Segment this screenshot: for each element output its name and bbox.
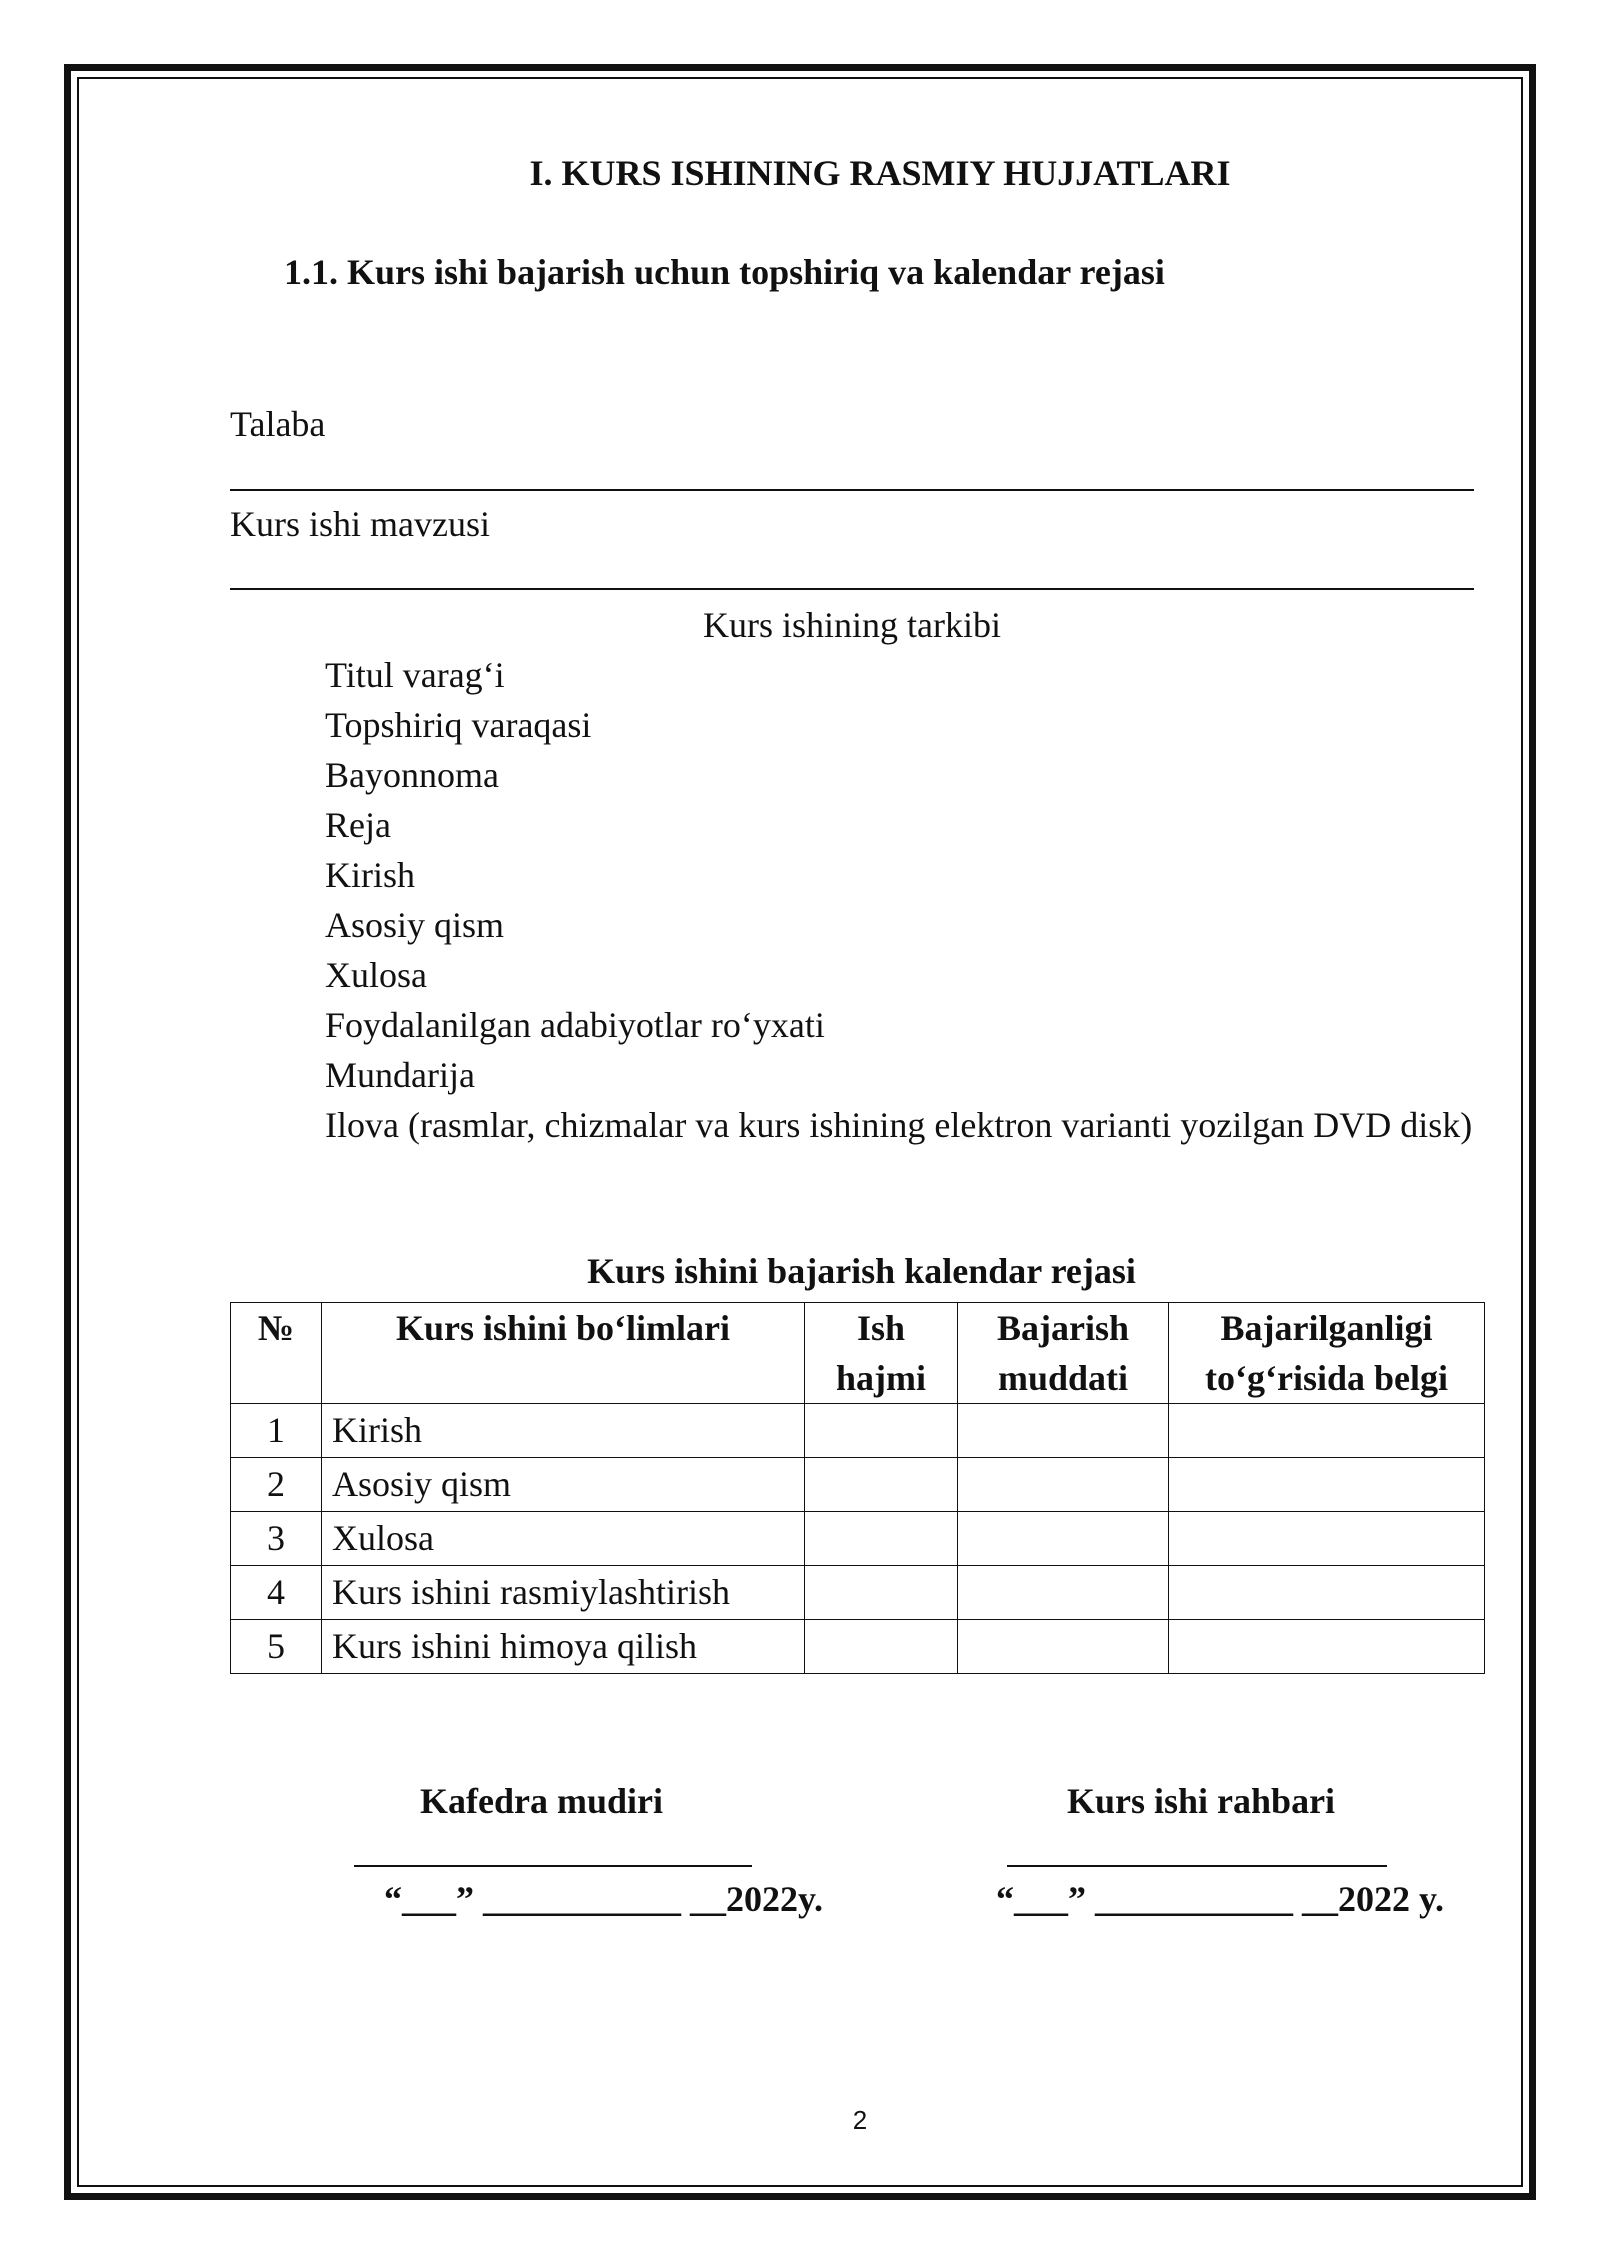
table-row: [231, 1458, 1485, 1512]
row-number: 2: [231, 1458, 322, 1512]
calendar-table-title: Kurs ishini bajarish kalendar rejasi: [587, 1251, 1136, 1291]
row-section: Kurs ishini himoya qilish: [322, 1620, 805, 1674]
student-label: Talaba: [230, 404, 326, 444]
row-deadline: [958, 1404, 1169, 1458]
table-header-row: [231, 1303, 1485, 1404]
row-done-mark: [1169, 1458, 1485, 1512]
supervisor-signature-line: [1007, 1865, 1387, 1867]
row-section: Xulosa: [322, 1512, 805, 1566]
row-deadline: [958, 1512, 1169, 1566]
section-subtitle: 1.1. Kurs ishi bajarish uchun topshiriq va kalendar rejasi: [284, 252, 1165, 292]
table-row: [231, 1566, 1485, 1620]
contents-item: Bayonnoma: [325, 755, 499, 795]
row-section: Kirish: [322, 1404, 805, 1458]
row-volume: [805, 1620, 958, 1674]
row-deadline: [958, 1458, 1169, 1512]
calendar-table: [230, 1302, 1485, 1674]
department-head-signature-line: [354, 1865, 752, 1867]
contents-title: Kurs ishining tarkibi: [703, 605, 1001, 645]
header-section: Kurs ishini bo‘limlari: [322, 1303, 805, 1404]
row-number: 3: [231, 1512, 322, 1566]
row-volume: [805, 1566, 958, 1620]
department-head-date-line: “___” ___________ __2022y.: [384, 1879, 824, 1919]
contents-item: Mundarija: [325, 1055, 475, 1095]
contents-item: Kirish: [325, 855, 415, 895]
topic-line: [230, 588, 1474, 590]
contents-item: Titul varag‘i: [325, 655, 505, 695]
header-volume: Ish hajmi: [805, 1303, 958, 1404]
row-number: 4: [231, 1566, 322, 1620]
row-deadline: [958, 1620, 1169, 1674]
supervisor-date-line: “___” ___________ __2022 y.: [996, 1879, 1445, 1919]
row-number: 1: [231, 1404, 322, 1458]
contents-item: Xulosa: [325, 955, 427, 995]
row-done-mark: [1169, 1404, 1485, 1458]
row-volume: [805, 1404, 958, 1458]
table-row: [231, 1404, 1485, 1458]
row-section: Kurs ishini rasmiylashtirish: [322, 1566, 805, 1620]
supervisor-title: Kurs ishi rahbari: [1067, 1781, 1336, 1821]
contents-item: Topshiriq varaqasi: [325, 705, 592, 745]
contents-item: Reja: [325, 805, 391, 845]
row-section: Asosiy qism: [322, 1458, 805, 1512]
row-done-mark: [1169, 1512, 1485, 1566]
contents-item: Asosiy qism: [325, 905, 505, 945]
row-done-mark: [1169, 1620, 1485, 1674]
row-volume: [805, 1458, 958, 1512]
header-deadline: Bajarish muddati: [958, 1303, 1169, 1404]
contents-item: Foydalanilgan adabiyotlar ro‘yxati: [325, 1005, 825, 1045]
header-number: №: [231, 1303, 322, 1404]
document-title: I. KURS ISHINING RASMIY HUJJATLARI: [529, 153, 1231, 193]
table-row: [231, 1620, 1485, 1674]
contents-list: [325, 650, 1475, 1150]
row-volume: [805, 1512, 958, 1566]
topic-label: Kurs ishi mavzusi: [230, 504, 490, 544]
row-number: 5: [231, 1620, 322, 1674]
table-row: [231, 1512, 1485, 1566]
page-number: 2: [852, 2105, 868, 2135]
row-deadline: [958, 1566, 1169, 1620]
contents-item: Ilova (rasmlar, chizmalar va kurs ishining elektron varianti yozilgan DVD disk): [325, 1105, 1473, 1145]
department-head-title: Kafedra mudiri: [420, 1781, 663, 1821]
row-done-mark: [1169, 1566, 1485, 1620]
header-done-mark: Bajarilganligi to‘g‘risida belgi: [1169, 1303, 1485, 1404]
student-name-line: [230, 489, 1474, 491]
